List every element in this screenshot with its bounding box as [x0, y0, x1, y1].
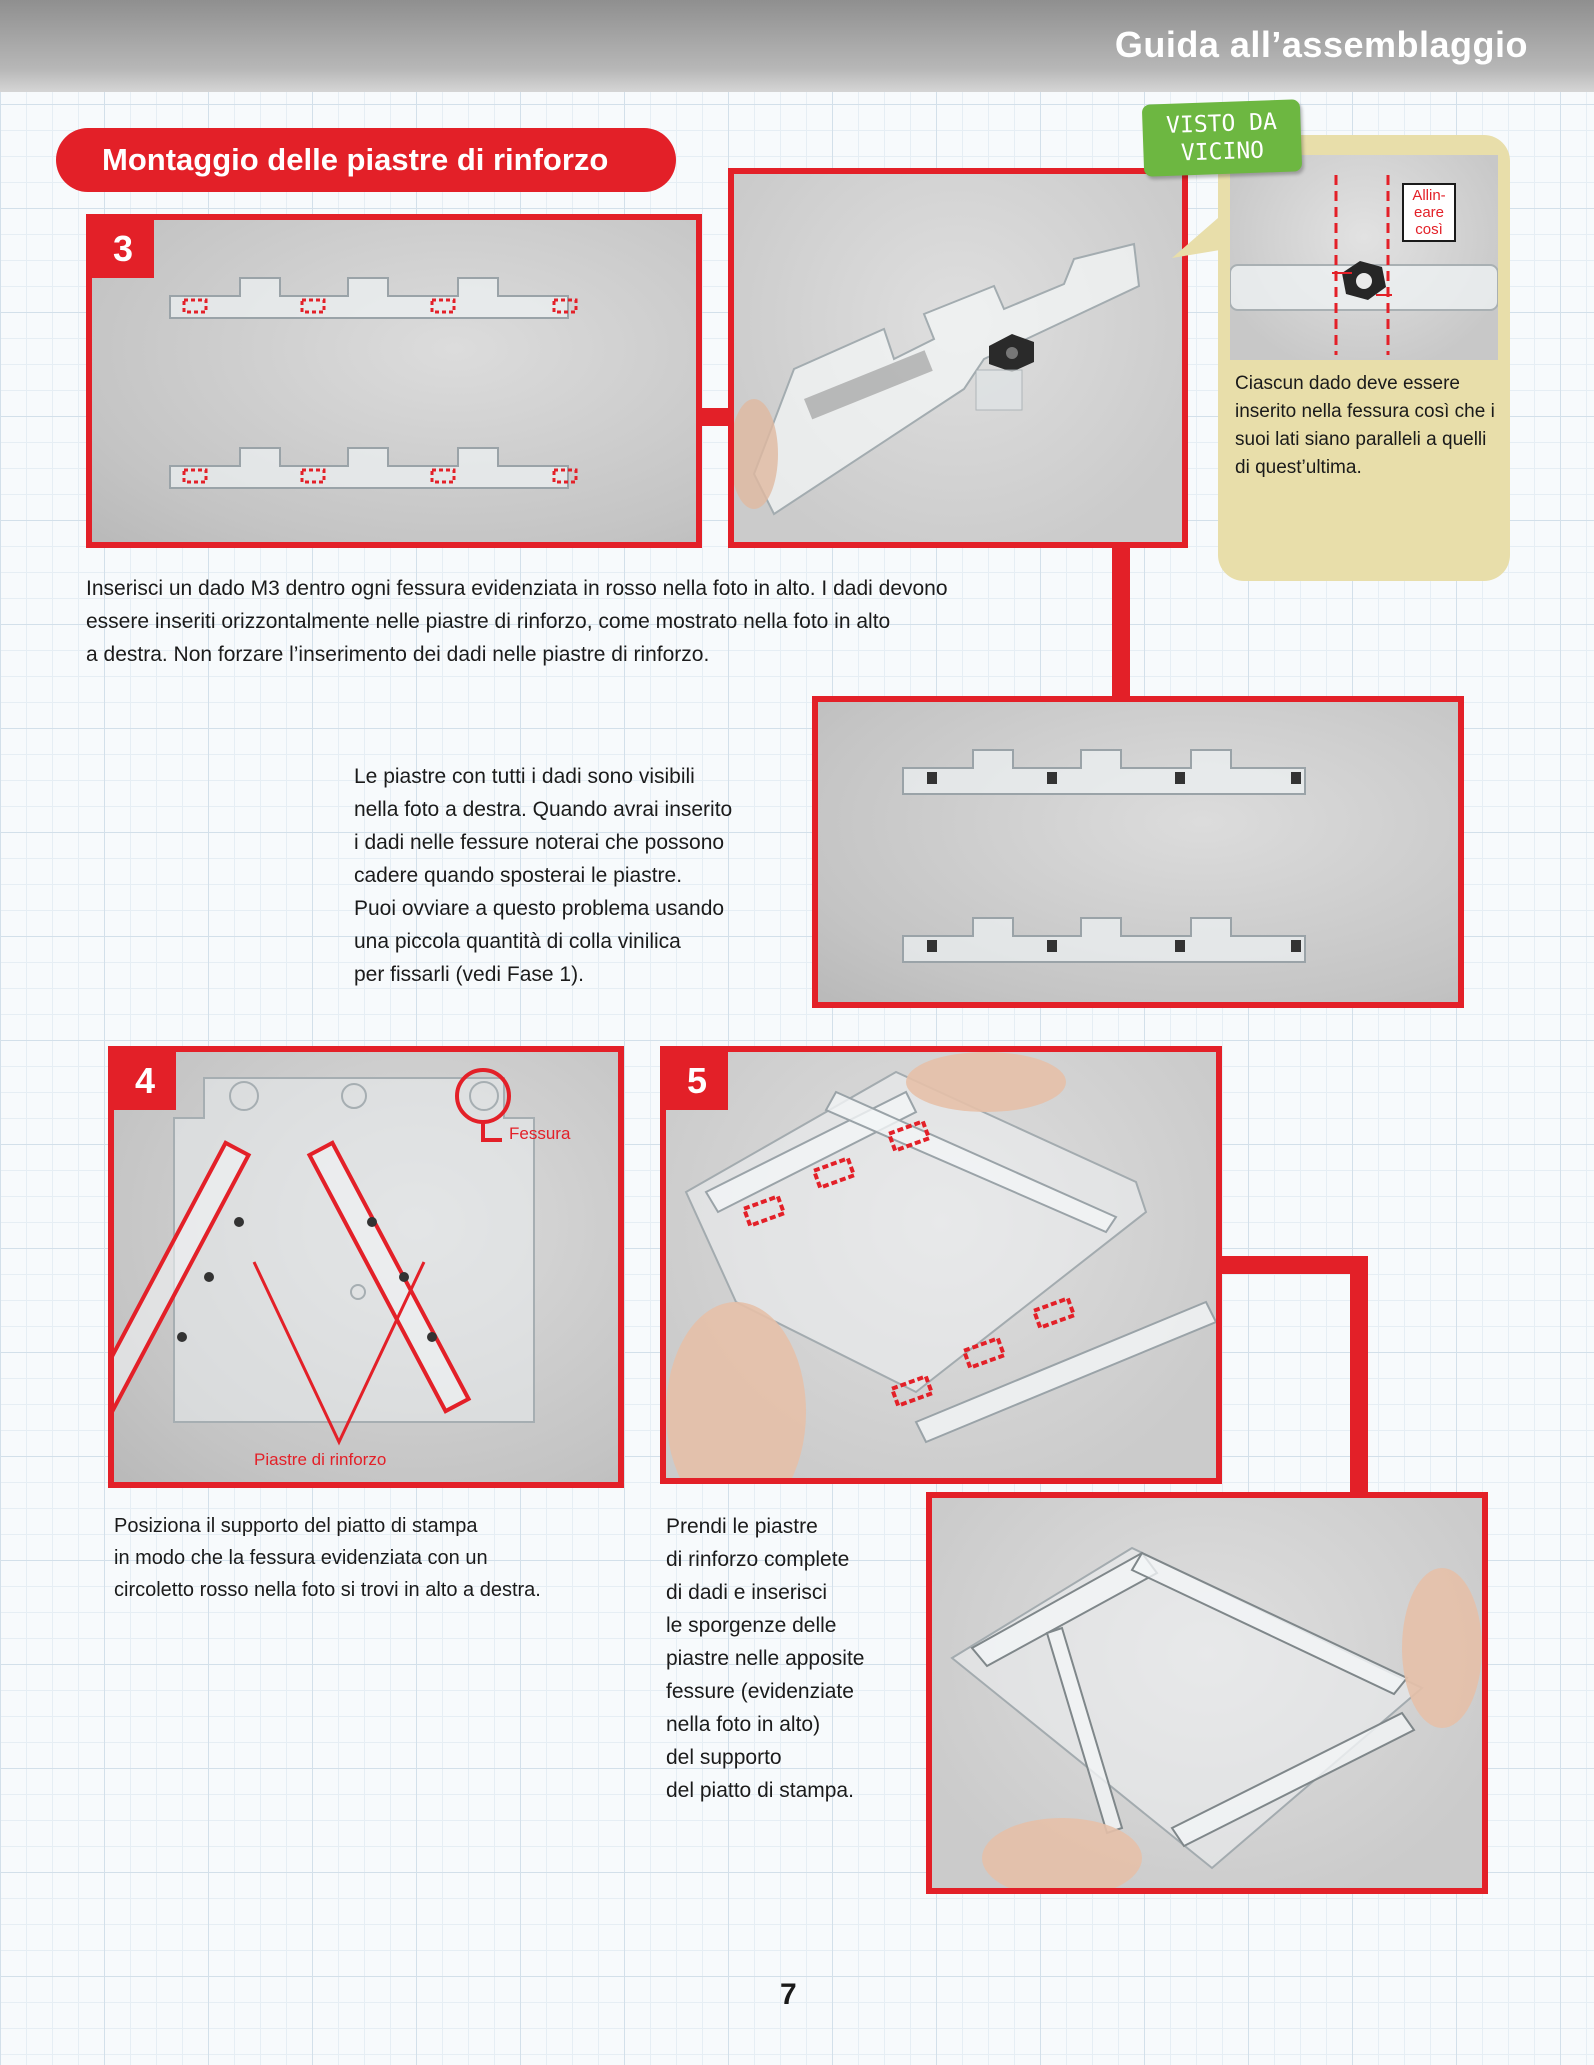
reinforcement-plates-drawing	[92, 220, 696, 542]
nut-in-plate-drawing	[734, 174, 1182, 542]
closeup-text: Ciascun dado deve essere inserito nella fessura così che i suoi lati siano paralleli a quelli di quest’ultima.	[1235, 373, 1495, 478]
plates-with-nuts-photo	[812, 696, 1464, 1008]
step4-photo	[108, 1046, 624, 1488]
step3-instructions: Inserisci un dado M3 dentro ogni fessura evidenziata in rosso nella foto in alto. I dadi devono essere inseriti orizzontalmente nelle piastre di rinforzo, come mostrato nella foto in alto a destra. Non forzare l’inserimento dei dadi nelle piastre di rinforzo.	[86, 577, 948, 666]
connector-line	[700, 408, 730, 426]
step-number: 3	[92, 220, 154, 278]
reinforcement-plates-label: Piastre di rinforzo	[254, 1450, 387, 1469]
step5-photo	[660, 1046, 1222, 1484]
print-bed-support-drawing	[114, 1052, 618, 1482]
step3-note: Le piastre con tutti i dadi sono visibili nella foto a destra. Quando avrai inserito i dadi nelle fessure noterai che possono cadere quando sposterai le piastre. Puoi ovviare a questo problema usando una piccola quantità di colla vinilica per fissarli (vedi Fase 1).	[354, 765, 733, 986]
callout-pointer	[1168, 210, 1228, 270]
connector-line	[1216, 1256, 1368, 1274]
closeup-badge: VISTO DA VICINO	[1142, 99, 1302, 176]
plates-insertion-drawing	[666, 1052, 1216, 1478]
slot-label: Fessura	[509, 1124, 571, 1143]
step3-photo	[86, 214, 702, 548]
align-label: Allin- eare così	[1402, 183, 1456, 242]
section-title: Montaggio delle piastre di rinforzo	[56, 128, 676, 192]
step5-instructions: Prendi le piastre di rinforzo complete di dadi e inserisci le sporgenze delle piastre nelle apposite fessure (evidenziate nella foto in alto) del supporto del piatto di stampa.	[666, 1515, 865, 1802]
connector-line	[1350, 1256, 1368, 1500]
plates-with-nuts-drawing	[818, 702, 1458, 1002]
page-number: 7	[780, 1978, 797, 2011]
assembled-support-drawing	[932, 1498, 1482, 1888]
nut-alignment-drawing	[1230, 155, 1498, 360]
step5-result-photo	[926, 1492, 1488, 1894]
step4-instructions: Posiziona il supporto del piatto di stampa in modo che la fessura evidenziata con un circoletto rosso nella foto si trovi in alto a destra.	[114, 1515, 541, 1601]
connector-line	[1112, 540, 1130, 700]
page-header-title: Guida all’assemblaggio	[1114, 24, 1528, 65]
nut-insertion-photo	[728, 168, 1188, 548]
step-number: 4	[114, 1052, 176, 1110]
closeup-photo	[1230, 155, 1498, 360]
step-number: 5	[666, 1052, 728, 1110]
